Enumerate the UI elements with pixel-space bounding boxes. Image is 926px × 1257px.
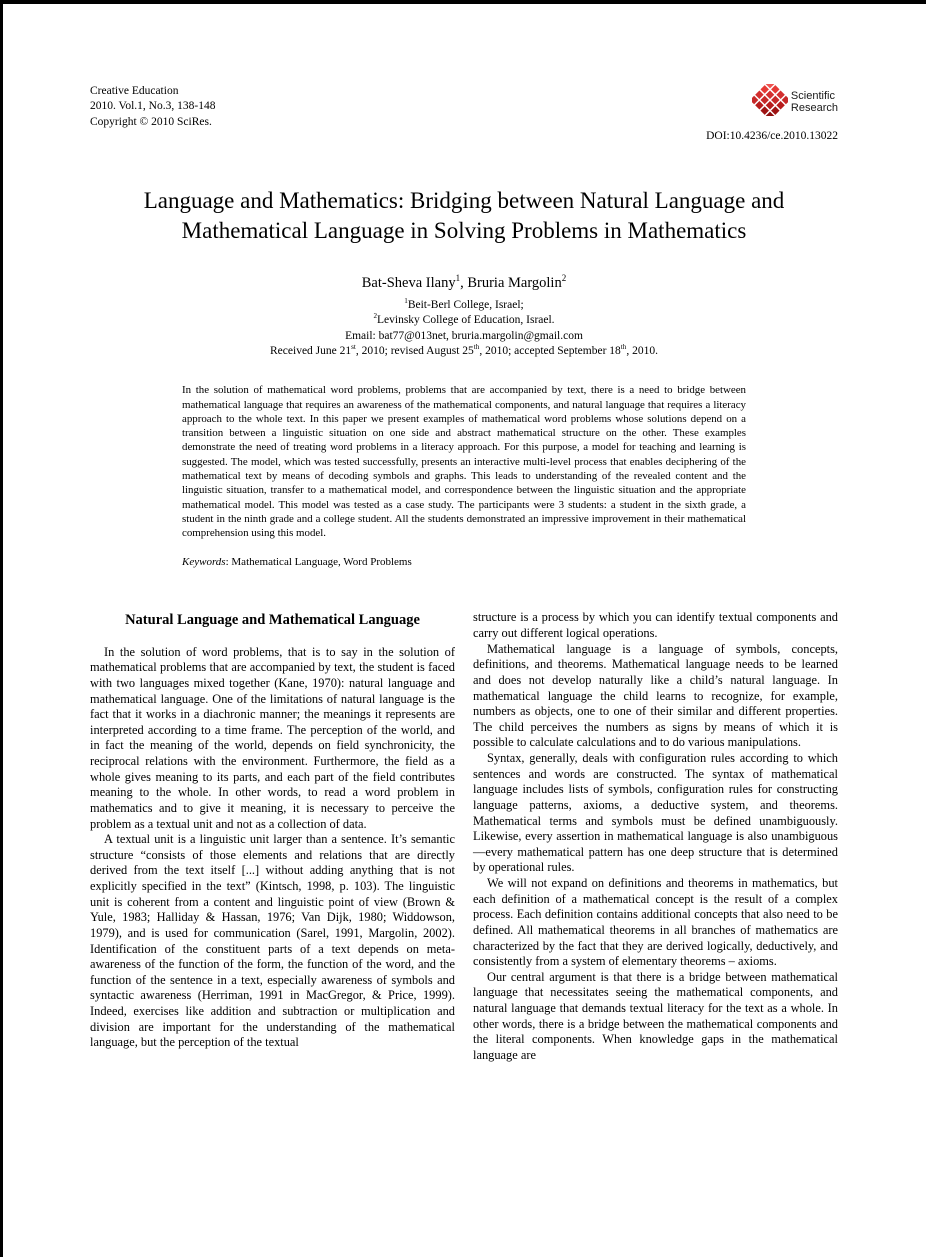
left-column: [90, 610, 455, 1063]
keywords-text: Mathematical Language, Word Problems: [231, 556, 412, 569]
scirp-logo-word-2: Research: [790, 101, 838, 114]
author-1-sup: 1: [455, 272, 461, 283]
author-separator: ,: [460, 274, 468, 291]
section-heading: Natural Language and Mathematical Language: [125, 612, 420, 629]
received-seg-4: , 2010.: [626, 344, 658, 357]
affiliation-2: [90, 313, 838, 328]
journal-copyright: Copyright © 2010 SciRes.: [90, 115, 212, 128]
scirp-logo-wordmark: [791, 91, 838, 115]
received-line: [90, 344, 838, 359]
paragraph: In the solution of word problems, that is to say in the solution of mathematical problems that are accompanied by text, the student is faced with two languages mixed together (Kane, 1970): natural language and mathematical language. One of the limitations of natural language is the fact that it works in a diachronic manner; the meanings it represents are interpreted according to a time frame. The perception of the world, and in fact the meaning of the world, depends on field synchronicity, the reciprocal relations with the environment. Furthermore, the field as a whole gives meaning to its parts, and each part of the field contributes meaning to the whole. In other words, to read a word problem in mathematics and to give it meaning, it is necessary to perceive the problem as a textual unit and not as a collection of data.: [90, 644, 455, 831]
received-seg-3: , 2010; accepted September 18: [479, 344, 621, 357]
affiliation-1: [90, 298, 838, 313]
affiliation-1-sup: 1: [404, 296, 408, 305]
received-sup-2: th: [473, 343, 480, 352]
received-seg-1: Received June 21: [270, 344, 352, 357]
scirp-logo: [706, 84, 838, 121]
doi-line: DOI:10.4236/ce.2010.13022: [706, 130, 838, 142]
scan-edge-top: [0, 0, 926, 4]
keywords-separator: :: [225, 556, 232, 569]
scirp-logo-word-1: Scientific: [790, 89, 835, 102]
paragraph: We will not expand on definitions and theorems in mathematics, but each definition of a mathematical concept is the result of a complex process. Each definition contains additional concepts that also need to be defined. All mathematical theorems in all branches of mathematics are characterized by the fact that they are derived logically, deductively, and consistently from a system of elementary theorems – axioms.: [473, 876, 838, 969]
affiliation-2-sup: 2: [373, 312, 377, 321]
affiliation-1-text: Beit-Berl College, Israel;: [407, 298, 524, 311]
author-2-name: Bruria Margolin: [467, 274, 562, 291]
received-seg-2: , 2010; revised August 25: [355, 344, 474, 357]
journal-info: [90, 84, 215, 130]
paragraph: A textual unit is a linguistic unit larger than a sentence. It’s semantic structure “consists of those elements and relations that are directly derived from the text itself [...] without adding anything that is not explicitly specified in the text” (Kintsch, 1998, p. 103). The linguistic unit is coherent from a content and linguistic point of view (Brown & Yule, 1983; Halliday & Hassan, 1976; Van Dijk, 1980; Widdowson, 1979), and is used for communication (Sarel, 1991, Margolin, 2002). Identification of the constituent parts of a text depends on meta-awareness of the function of the form, the function of the word, and the function of the sentence in a text, especially awareness of symbols and syntactic awareness (Herriman, 1991 in MacGregor, & Price, 1999). Indeed, exercises like addition and subtraction or multiplication and division are important for the understanding of the mathematical language, but the perception of the textual: [90, 832, 455, 1050]
paragraph: Syntax, generally, deals with configuration rules according to which sentences and words are constructed. The syntax of mathematical language includes lists of symbols, configuration rules for constructing language patterns, axioms, a deductive system, and theorems. Mathematical terms and symbols must be defined unambiguously. Likewise, every assertion in mathematical language is also unambiguous—every mathematical pattern has one deep structure that is determined by operational rules.: [473, 751, 838, 875]
email-line: Email: bat77@013net, bruria.margolin@gmail.com: [345, 329, 583, 342]
abstract: In the solution of mathematical word problems, problems that are accompanied by text, there is a need to bridge between mathematical language that requires an awareness of the mathematical components, and natural language that requires a literacy approach to the whole text. In this paper we present examples of mathematical word problems whose solutions depend on a transition between a linguistic situation on one side and abstract mathematical structure on the other. These examples demonstrate the need of treating word problems in a literacy approach. For this purpose, a model for teaching and learning is suggested. The model, which was tested successfully, presents an interactive multi-level process that enables deciphering of the mathematical text by means of decoding symbols and graphs. This leads to understanding of the revealed content and the linguistic situation, transfer to a mathematical model, and correspondence between the linguistic situation and the appropriate mathematical model. This model was tested as a case study. The participants were 3 students: a student in the sixth grade, a student in the ninth grade and a college student. All the students demonstrated an impressive improvement in their mathematical comprehension using this model.: [182, 384, 746, 540]
paragraph: structure is a process by which you can identify textual components and carry out different logical operations.: [473, 610, 838, 641]
received-sup-1: st: [351, 343, 356, 352]
scan-edge-left: [0, 0, 3, 1257]
journal-issue: 2010. Vol.1, No.3, 138-148: [90, 100, 216, 113]
journal-name: Creative Education: [90, 85, 179, 97]
affiliation-2-text: Levinsky College of Education, Israel.: [377, 314, 555, 327]
paper-title: Language and Mathematics: Bridging between Natural Language and Mathematical Language in Solving Problems in Mathematics: [143, 188, 785, 244]
publisher-info: [706, 84, 838, 142]
paragraph: Mathematical language is a language of symbols, concepts, definitions, and theorems. Mathematical language needs to be learned and does not develop naturally like a child’s natural language. In mathematical language the child learns to recognize, for example, numbers as objects, one to one of their similar and different properties. The child perceives the numbers as signs by means of which it is possible to calculate calculations and to do various manipulations.: [473, 641, 838, 750]
keywords-label: Keywords: [182, 556, 226, 569]
right-column: [473, 610, 838, 1063]
paper-header: [90, 84, 838, 142]
keywords-line: [182, 556, 746, 568]
author-1-name: Bat-Sheva Ilany: [361, 274, 456, 291]
author-2-sup: 2: [561, 272, 567, 283]
received-sup-3: th: [620, 343, 627, 352]
body-columns: [90, 610, 838, 1063]
paragraph: Our central argument is that there is a bridge between mathematical language that necessitates seeing the mathematical components, and natural language that demands textual literacy for the text as a whole. In other words, there is a bridge between the mathematical components and the literal components. When knowledge gaps in the mathematical language are: [473, 969, 838, 1062]
scirp-diamond-icon: [752, 84, 788, 121]
authors-line: [90, 272, 838, 292]
